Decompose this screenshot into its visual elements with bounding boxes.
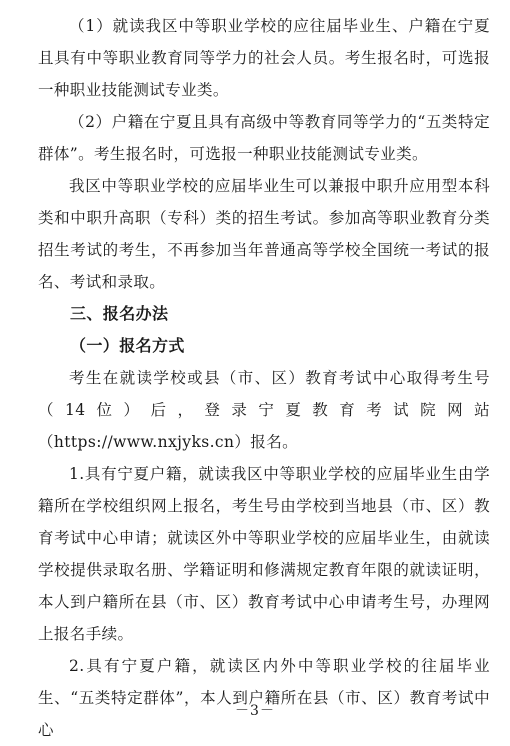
paragraph-eligibility-1: （1）就读我区中等职业学校的应往届毕业生、户籍在宁夏且具有中等职业教育同等学力的社会人员。考生报名时，可选报一种职业技能测试专业类。 [38, 17, 490, 99]
subsection-heading-registration-method: （一）报名方式 [70, 336, 185, 355]
paragraph-item-2: 2.具有宁夏户籍，就读区内外中等职业学校的往届毕业生、“五类特定群体”，本人到户籍所在县（市、区）教育考试中心 [38, 657, 490, 739]
paragraph-item-1: 1.具有宁夏户籍，就读我区中等职业学校的应届毕业生由学籍所在学校组织网上报名，考生号由学校到当地县（市、区）教育考试中心申请；就读区外中等职业学校的应届毕业生，由就读学校提供录取名册、学籍证明和修满规定教育年限的就读证明，本人到户籍所在县（市、区）教育考试中心申请考生号，办理网上报名手续。 [38, 465, 490, 643]
section-heading-registration: 三、报名办法 [70, 304, 169, 323]
paragraph-eligibility-2: （2）户籍在宁夏且具有高级中等教育同等学力的“五类特定群体”。考生报名时，可选报一种职业技能测试专业类。 [38, 113, 490, 163]
page-number: －3－ [235, 703, 275, 719]
paragraph-online-registration: 考生在就读学校或县（市、区）教育考试中心取得考生号（14位）后，登录宁夏教育考试院网站（https://www.nxjyks.cn）报名。 [38, 369, 490, 451]
paragraph-concurrent-application: 我区中等职业学校的应届毕业生可以兼报中职升应用型本科类和中职升高职（专科）类的招生考试。参加高等职业教育分类招生考试的考生，不再参加当年普通高等学校全国统一考试的报名、考试和录取。 [38, 177, 490, 291]
document-body [38, 10, 490, 746]
